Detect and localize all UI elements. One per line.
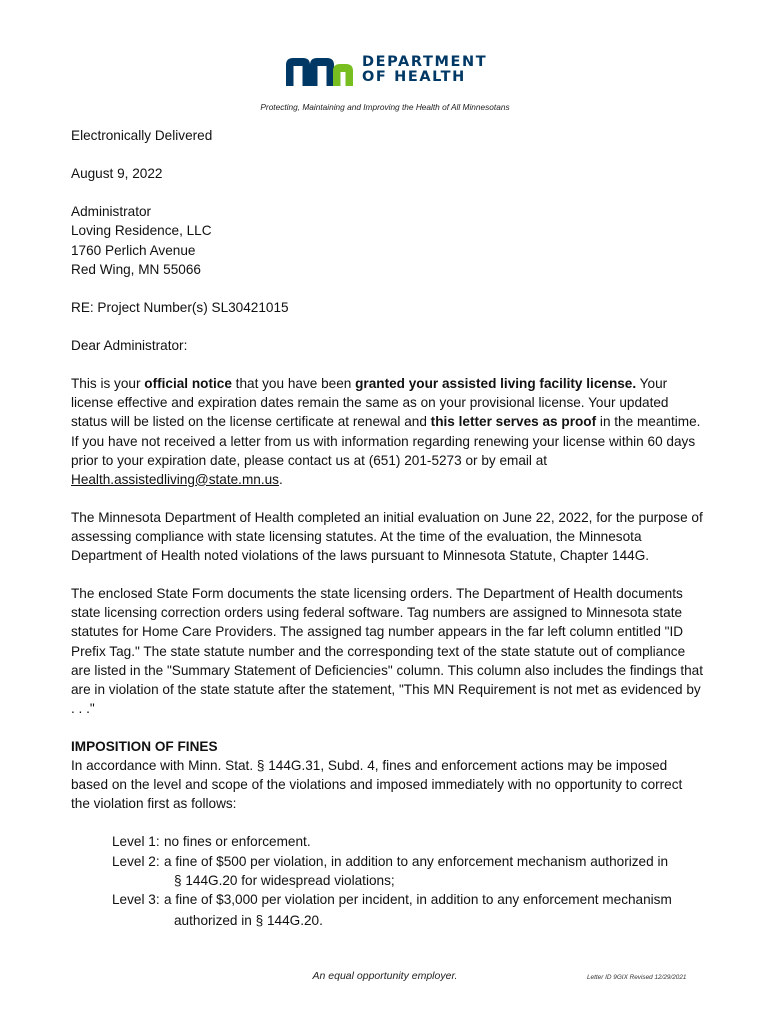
bold-proof: this letter serves as proof — [430, 414, 597, 430]
level-label: Level 2: — [112, 853, 160, 869]
salutation: Dear Administrator: — [71, 338, 188, 354]
paragraph-state-form: The enclosed State Form documents the state licensing orders. The Department of Health documents state licensing correction orders using federal software. Tag numbers are assigned to Minnesota state statutes for Home Care Providers. The assigned tag number appears in the far left column entitled "ID Prefix Tag." The state statute number and the corresponding text of the state statute out of compliance are listed in the "Summary Statement of Deficiencies" column. This column also includes the findings that are in violation of the state statute after the statement, "This MN Requirement is not met as evidenced by . . ." — [71, 586, 703, 716]
fines-heading: IMPOSITION OF FINES — [71, 739, 218, 754]
address-line: Administrator — [71, 204, 152, 220]
level-text — [164, 852, 703, 890]
level-label: Level 3: — [112, 891, 160, 907]
paragraph-official-notice — [71, 374, 703, 489]
footer-letter-id: Letter ID 9GIX Revised 12/29/2021 — [587, 974, 687, 981]
bold-license-granted: granted your assisted living facility license. — [355, 376, 637, 392]
logo-wordmark — [362, 55, 487, 85]
email-link[interactable]: Health.assistedliving@state.mn.us — [71, 471, 279, 487]
text-run: Your license effective and expiration dates remain the same as on your provisional license. Your updated status will be listed on the license certificate at renewal and — [71, 376, 669, 430]
logo-line-1: DEPARTMENT — [362, 54, 488, 70]
recipient-address — [71, 202, 703, 278]
mn-logo-mark-icon — [284, 52, 354, 88]
reference-line: RE: Project Number(s) SL30421015 — [71, 299, 289, 315]
level-label: Level 1: — [112, 834, 160, 850]
list-item — [112, 890, 703, 932]
address-line: Red Wing, MN 55066 — [71, 261, 201, 277]
fines-intro: In accordance with Minn. Stat. § 144G.31, Subd. 4, fines and enforcement actions may be imposed based on the level and scope of the violations and imposed immediately with no opportunity to correct the violation first as follows: — [71, 758, 683, 812]
letter-date: August 9, 2022 — [71, 166, 163, 182]
list-item — [112, 852, 703, 890]
list-item — [112, 832, 703, 851]
level-text-continued: authorized in § 144G.20. — [174, 912, 323, 928]
text-run: . — [278, 471, 283, 487]
level-text-main: a fine of $500 per violation, in addition to any enforcement mechanism authorized in — [164, 853, 669, 869]
mdh-logo — [284, 52, 487, 88]
delivery-method: Electronically Delivered — [71, 128, 213, 143]
fines-section — [71, 737, 703, 813]
footer-equal-opportunity: An equal opportunity employer. — [312, 970, 458, 982]
logo-line-2: OF HEALTH — [362, 69, 466, 85]
address-line: 1760 Perlich Avenue — [71, 242, 196, 258]
text-run: This is your — [71, 376, 145, 392]
level-text-main: no fines or enforcement. — [164, 834, 311, 850]
level-text — [164, 832, 703, 851]
bold-official-notice: official notice — [144, 376, 232, 392]
paragraph-evaluation: The Minnesota Department of Health completed an initial evaluation on June 22, 2022, for the purpose of assessing compliance with state licensing statutes. At the time of the evaluation, the Minnesota Department of Health noted violations of the laws pursuant to Minnesota Statute, Chapter 144G. — [71, 509, 703, 564]
fine-levels-list — [112, 832, 703, 931]
text-run: in the meantime. If you have not received a letter from us with information regarding renewing your license within 60 days prior to your expiration date, please contact us at (651) 201-5273 or by email at — [71, 414, 701, 468]
level-text-continued: § 144G.20 for widespread violations; — [174, 872, 395, 888]
header-tagline: Protecting, Maintaining and Improving the Health of All Minnesotans — [260, 102, 510, 112]
text-run: that you have been — [231, 376, 356, 392]
level-text — [164, 890, 703, 932]
level-text-main: a fine of $3,000 per violation per incident, in addition to any enforcement mechanism — [164, 891, 672, 907]
letter-body — [71, 126, 703, 932]
address-line: Loving Residence, LLC — [71, 223, 212, 239]
